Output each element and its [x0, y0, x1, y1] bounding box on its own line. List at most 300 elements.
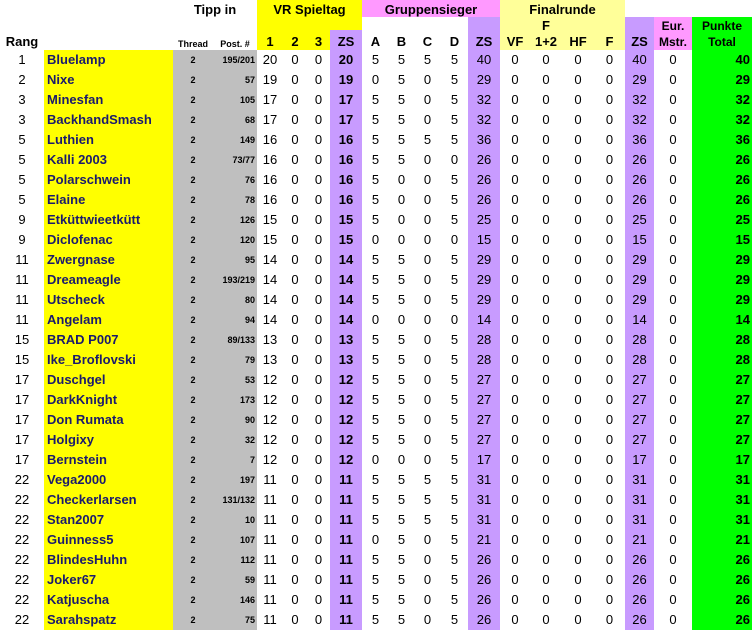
zwischensumme2-cell: 28 [468, 350, 500, 370]
gruppe-a-cell: 5 [371, 152, 380, 167]
header-rang: Rang [5, 34, 39, 49]
gruppe-d-cell: 5 [450, 112, 459, 127]
gruppe-c-cell: 0 [423, 452, 432, 467]
player-name-cell: Vega2000 [44, 470, 173, 490]
europameister-cell: 0 [669, 112, 677, 127]
finale12-cell: 0 [542, 412, 550, 427]
thread-cell: 2 [173, 250, 213, 270]
spieltag1-cell: 13 [262, 352, 278, 367]
gruppe-d-cell: 5 [450, 392, 459, 407]
rank-cell: 5 [18, 172, 26, 187]
viertelfinale-cell: 0 [511, 232, 519, 247]
rank-cell: 3 [18, 112, 26, 127]
gruppe-b-cell: 5 [397, 152, 406, 167]
spieltag1-cell: 17 [262, 92, 278, 107]
post-cell: 89/133 [213, 330, 257, 350]
punkte-total-cell: 31 [692, 490, 752, 510]
header-b: B [396, 34, 407, 49]
spieltag2-cell: 0 [291, 532, 299, 547]
zwischensumme2-cell: 26 [468, 170, 500, 190]
finale12-cell: 0 [542, 492, 550, 507]
finale12-cell: 0 [542, 332, 550, 347]
finale-cell: 0 [605, 332, 614, 347]
punkte-total-cell: 27 [692, 390, 752, 410]
rank-cell: 9 [18, 212, 26, 227]
gruppe-a-cell: 5 [371, 132, 380, 147]
thread-cell: 2 [173, 390, 213, 410]
gruppe-b-cell: 0 [397, 232, 406, 247]
gruppe-d-cell: 5 [450, 172, 459, 187]
halbfinale-cell: 0 [574, 572, 582, 587]
spieltag3-cell: 0 [314, 312, 323, 327]
post-cell: 95 [213, 250, 257, 270]
gruppe-c-cell: 5 [423, 132, 432, 147]
spieltag3-cell: 0 [314, 472, 323, 487]
spieltag2-cell: 0 [291, 452, 299, 467]
zwischensumme2-cell: 31 [468, 490, 500, 510]
gruppe-d-cell: 5 [450, 52, 459, 67]
europameister-cell: 0 [669, 312, 677, 327]
punkte-total-cell: 32 [692, 90, 752, 110]
rank-cell: 5 [18, 152, 26, 167]
spieltag2-cell: 0 [291, 432, 299, 447]
header-f: F [605, 34, 614, 49]
gruppe-a-cell: 5 [371, 612, 380, 627]
finale-cell: 0 [605, 452, 614, 467]
gruppe-b-cell: 0 [397, 452, 406, 467]
europameister-cell: 0 [669, 392, 677, 407]
rank-cell: 22 [14, 492, 30, 507]
gruppe-b-cell: 5 [397, 52, 406, 67]
punkte-total-cell: 26 [692, 150, 752, 170]
finale-cell: 0 [605, 572, 614, 587]
player-name-cell: BackhandSmash [44, 110, 173, 130]
spieltag1-cell: 11 [263, 552, 277, 567]
spieltag2-cell: 0 [291, 512, 299, 527]
gruppe-c-cell: 0 [423, 72, 432, 87]
viertelfinale-cell: 0 [511, 572, 519, 587]
spieltag2-cell: 0 [291, 52, 299, 67]
spieltag1-cell: 11 [263, 532, 277, 547]
europameister-cell: 0 [669, 572, 677, 587]
europameister-cell: 0 [669, 412, 677, 427]
zwischensumme1-cell: 16 [330, 170, 362, 190]
finale-cell: 0 [605, 172, 614, 187]
table-row [0, 110, 752, 130]
thread-cell: 2 [173, 130, 213, 150]
viertelfinale-cell: 0 [511, 172, 519, 187]
gruppe-c-cell: 0 [423, 552, 432, 567]
gruppe-c-cell: 0 [423, 412, 432, 427]
finale-cell: 0 [605, 512, 614, 527]
gruppe-d-cell: 5 [450, 92, 459, 107]
spieltag1-cell: 12 [262, 452, 278, 467]
rank-cell: 11 [15, 312, 29, 327]
gruppe-c-cell: 0 [423, 332, 432, 347]
spieltag1-cell: 14 [262, 312, 278, 327]
spieltag2-cell: 0 [291, 612, 299, 627]
gruppe-a-cell: 5 [371, 332, 380, 347]
table-row [0, 550, 752, 570]
spieltag2-cell: 0 [291, 172, 299, 187]
player-name-cell: Minesfan [44, 90, 173, 110]
gruppe-a-cell: 0 [371, 532, 380, 547]
spieltag1-cell: 11 [263, 512, 277, 527]
zwischensumme3-cell: 26 [625, 550, 654, 570]
rank-cell: 22 [14, 592, 30, 607]
gruppe-c-cell: 0 [423, 572, 432, 587]
europameister-cell: 0 [669, 272, 677, 287]
rank-cell: 15 [14, 332, 30, 347]
spieltag2-cell: 0 [291, 72, 299, 87]
zwischensumme3-cell: 32 [625, 90, 654, 110]
gruppe-a-cell: 5 [371, 192, 380, 207]
gruppe-d-cell: 5 [450, 432, 459, 447]
zwischensumme1-cell: 14 [330, 250, 362, 270]
punkte-total-cell: 27 [692, 430, 752, 450]
header-d: D [449, 34, 460, 49]
header-a: A [370, 34, 381, 49]
gruppe-b-cell: 5 [397, 532, 406, 547]
halbfinale-cell: 0 [574, 232, 582, 247]
rank-cell: 1 [18, 52, 26, 67]
spieltag1-cell: 19 [262, 72, 278, 87]
halbfinale-cell: 0 [574, 332, 582, 347]
finale12-cell: 0 [542, 312, 550, 327]
thread-cell: 2 [173, 570, 213, 590]
post-cell: 107 [213, 530, 257, 550]
spieltag1-cell: 15 [262, 212, 278, 227]
post-cell: 53 [213, 370, 257, 390]
finale12-cell: 0 [542, 292, 550, 307]
thread-cell: 2 [173, 510, 213, 530]
halbfinale-cell: 0 [574, 612, 582, 627]
zwischensumme2-cell: 29 [468, 250, 500, 270]
finale12-cell: 0 [542, 552, 550, 567]
gruppe-d-cell: 5 [450, 552, 459, 567]
thread-cell: 2 [173, 330, 213, 350]
punkte-total-cell: 31 [692, 470, 752, 490]
gruppe-b-cell: 0 [397, 312, 406, 327]
zwischensumme1-cell: 11 [330, 590, 362, 610]
header-sp2: 2 [291, 34, 299, 49]
post-cell: 193/219 [213, 270, 257, 290]
header-hf: HF [569, 34, 587, 49]
spieltag1-cell: 20 [262, 52, 278, 67]
rank-cell: 22 [14, 572, 30, 587]
player-name-cell: Diclofenac [44, 230, 173, 250]
gruppe-a-cell: 5 [371, 352, 380, 367]
zwischensumme1-cell: 17 [330, 110, 362, 130]
header-eur-mstr: Eur. Mstr. [658, 19, 687, 49]
spieltag1-cell: 16 [262, 172, 278, 187]
zwischensumme1-cell: 13 [330, 330, 362, 350]
gruppe-c-cell: 0 [423, 372, 432, 387]
table-row [0, 430, 752, 450]
zwischensumme2-cell: 32 [468, 110, 500, 130]
finale-cell: 0 [605, 432, 614, 447]
spieltag1-cell: 12 [262, 392, 278, 407]
gruppe-a-cell: 0 [371, 232, 380, 247]
zwischensumme2-cell: 15 [468, 230, 500, 250]
spieltag3-cell: 0 [314, 272, 323, 287]
table-row [0, 250, 752, 270]
europameister-cell: 0 [669, 132, 677, 147]
table-row [0, 510, 752, 530]
finale12-cell: 0 [542, 192, 550, 207]
gruppe-d-cell: 5 [450, 572, 459, 587]
rank-cell: 17 [14, 372, 30, 387]
europameister-cell: 0 [669, 332, 677, 347]
gruppe-c-cell: 0 [423, 312, 432, 327]
zwischensumme2-cell: 27 [468, 410, 500, 430]
spieltag1-cell: 13 [262, 332, 278, 347]
table-row [0, 290, 752, 310]
gruppe-a-cell: 5 [371, 432, 380, 447]
spieltag1-cell: 11 [263, 612, 277, 627]
thread-cell: 2 [173, 350, 213, 370]
spieltag3-cell: 0 [314, 512, 323, 527]
player-name-cell: Kalli 2003 [44, 150, 173, 170]
gruppe-b-cell: 5 [397, 132, 406, 147]
halbfinale-cell: 0 [574, 72, 582, 87]
post-cell: 76 [213, 170, 257, 190]
halbfinale-cell: 0 [574, 512, 582, 527]
gruppe-a-cell: 5 [371, 552, 380, 567]
finale12-cell: 0 [542, 572, 550, 587]
halbfinale-cell: 0 [574, 372, 582, 387]
post-cell: 126 [213, 210, 257, 230]
gruppe-d-cell: 0 [450, 152, 459, 167]
punkte-total-cell: 21 [692, 530, 752, 550]
spieltag3-cell: 0 [314, 352, 323, 367]
halbfinale-cell: 0 [574, 492, 582, 507]
gruppe-d-cell: 5 [450, 532, 459, 547]
rank-cell: 5 [18, 132, 26, 147]
player-name-cell: Nixe [44, 70, 173, 90]
player-name-cell: Ike_Broflovski [44, 350, 173, 370]
viertelfinale-cell: 0 [511, 252, 519, 267]
spieltag1-cell: 14 [262, 292, 278, 307]
rank-cell: 11 [15, 292, 29, 307]
thread-cell: 2 [173, 470, 213, 490]
zwischensumme2-cell: 14 [468, 310, 500, 330]
gruppe-a-cell: 5 [371, 392, 380, 407]
spieltag3-cell: 0 [314, 552, 323, 567]
header-vf: VF [506, 34, 524, 49]
gruppe-c-cell: 5 [423, 492, 432, 507]
spieltag2-cell: 0 [291, 372, 299, 387]
player-name-cell: Checkerlarsen [44, 490, 173, 510]
gruppe-b-cell: 5 [397, 112, 406, 127]
halbfinale-cell: 0 [574, 392, 582, 407]
post-cell: 79 [213, 350, 257, 370]
finale12-cell: 0 [542, 432, 550, 447]
spieltag3-cell: 0 [314, 292, 323, 307]
punkte-total-cell: 28 [692, 350, 752, 370]
finale-cell: 0 [605, 472, 614, 487]
spieltag3-cell: 0 [314, 392, 323, 407]
gruppe-c-cell: 0 [423, 252, 432, 267]
viertelfinale-cell: 0 [511, 72, 519, 87]
spieltag3-cell: 0 [314, 172, 323, 187]
table-row [0, 390, 752, 410]
gruppe-b-cell: 5 [397, 412, 406, 427]
zwischensumme3-cell: 40 [625, 50, 654, 70]
thread-cell: 2 [173, 590, 213, 610]
gruppe-b-cell: 0 [397, 192, 406, 207]
punkte-total-cell: 36 [692, 130, 752, 150]
spieltag3-cell: 0 [314, 492, 323, 507]
thread-cell: 2 [173, 410, 213, 430]
zwischensumme1-cell: 15 [330, 210, 362, 230]
player-name-cell: Bernstein [44, 450, 173, 470]
punkte-total-cell: 26 [692, 190, 752, 210]
punkte-total-cell: 27 [692, 410, 752, 430]
punkte-total-cell: 26 [692, 170, 752, 190]
gruppe-c-cell: 0 [423, 592, 432, 607]
zwischensumme3-cell: 28 [625, 350, 654, 370]
europameister-cell: 0 [669, 592, 677, 607]
table-row [0, 50, 752, 70]
thread-cell: 2 [173, 110, 213, 130]
zwischensumme2-cell: 26 [468, 610, 500, 630]
gruppe-b-cell: 5 [397, 552, 406, 567]
europameister-cell: 0 [669, 292, 677, 307]
header-zs3: ZS [631, 34, 648, 49]
gruppe-c-cell: 5 [423, 512, 432, 527]
europameister-cell: 0 [669, 72, 677, 87]
gruppe-c-cell: 0 [423, 392, 432, 407]
gruppe-d-cell: 5 [450, 372, 459, 387]
halbfinale-cell: 0 [574, 52, 582, 67]
punkte-total-cell: 28 [692, 330, 752, 350]
finale-cell: 0 [605, 112, 614, 127]
gruppe-b-cell: 5 [397, 392, 406, 407]
rank-cell: 22 [14, 512, 30, 527]
zwischensumme1-cell: 12 [330, 370, 362, 390]
player-name-cell: Dreameagle [44, 270, 173, 290]
zwischensumme3-cell: 29 [625, 250, 654, 270]
gruppe-c-cell: 0 [423, 352, 432, 367]
punkte-total-cell: 29 [692, 250, 752, 270]
viertelfinale-cell: 0 [511, 192, 519, 207]
gruppe-d-cell: 5 [450, 72, 459, 87]
post-cell: 90 [213, 410, 257, 430]
zwischensumme3-cell: 29 [625, 270, 654, 290]
gruppe-b-cell: 5 [397, 472, 406, 487]
post-cell: 149 [213, 130, 257, 150]
zwischensumme1-cell: 11 [330, 510, 362, 530]
spieltag1-cell: 17 [262, 112, 278, 127]
gruppe-b-cell: 5 [397, 352, 406, 367]
finale12-cell: 0 [542, 472, 550, 487]
rank-cell: 22 [14, 532, 30, 547]
viertelfinale-cell: 0 [511, 372, 519, 387]
gruppe-c-cell: 0 [423, 172, 432, 187]
spieltag2-cell: 0 [291, 252, 299, 267]
player-name-cell: Elaine [44, 190, 173, 210]
halbfinale-cell: 0 [574, 452, 582, 467]
rank-cell: 5 [18, 192, 26, 207]
spieltag2-cell: 0 [291, 332, 299, 347]
rank-cell: 11 [15, 272, 29, 287]
punkte-total-cell: 40 [692, 50, 752, 70]
gruppe-b-cell: 5 [397, 572, 406, 587]
table-row [0, 90, 752, 110]
zwischensumme2-cell: 27 [468, 370, 500, 390]
finale-cell: 0 [605, 492, 614, 507]
europameister-cell: 0 [669, 512, 677, 527]
viertelfinale-cell: 0 [511, 412, 519, 427]
table-row [0, 410, 752, 430]
zwischensumme2-cell: 27 [468, 430, 500, 450]
zwischensumme2-cell: 21 [468, 530, 500, 550]
zwischensumme2-cell: 26 [468, 570, 500, 590]
table-row [0, 370, 752, 390]
europameister-cell: 0 [669, 92, 677, 107]
table-row [0, 230, 752, 250]
zwischensumme1-cell: 11 [330, 610, 362, 630]
punkte-total-cell: 29 [692, 270, 752, 290]
thread-cell: 2 [173, 230, 213, 250]
table-row [0, 150, 752, 170]
gruppe-c-cell: 0 [423, 432, 432, 447]
zwischensumme3-cell: 27 [625, 430, 654, 450]
gruppe-c-cell: 0 [423, 212, 432, 227]
zwischensumme1-cell: 13 [330, 350, 362, 370]
zwischensumme3-cell: 26 [625, 190, 654, 210]
zwischensumme1-cell: 16 [330, 190, 362, 210]
zwischensumme3-cell: 27 [625, 370, 654, 390]
finale-cell: 0 [605, 612, 614, 627]
table-row [0, 130, 752, 150]
player-name-cell: Luthien [44, 130, 173, 150]
gruppe-d-cell: 5 [450, 212, 459, 227]
table-row [0, 470, 752, 490]
spieltag1-cell: 16 [262, 152, 278, 167]
player-name-cell: Katjuscha [44, 590, 173, 610]
europameister-cell: 0 [669, 432, 677, 447]
punkte-total-cell: 29 [692, 290, 752, 310]
zwischensumme3-cell: 27 [625, 410, 654, 430]
post-cell: 173 [213, 390, 257, 410]
spieltag3-cell: 0 [314, 452, 323, 467]
zwischensumme2-cell: 36 [468, 130, 500, 150]
gruppe-b-cell: 0 [397, 212, 406, 227]
gruppe-c-cell: 0 [423, 272, 432, 287]
halbfinale-cell: 0 [574, 272, 582, 287]
finale-cell: 0 [605, 132, 614, 147]
halbfinale-cell: 0 [574, 112, 582, 127]
zwischensumme2-cell: 26 [468, 590, 500, 610]
post-cell: 59 [213, 570, 257, 590]
spieltag3-cell: 0 [314, 232, 323, 247]
gruppe-d-cell: 5 [450, 272, 459, 287]
post-cell: 78 [213, 190, 257, 210]
zwischensumme1-cell: 12 [330, 450, 362, 470]
finale-cell: 0 [605, 592, 614, 607]
finale12-cell: 0 [542, 352, 550, 367]
zwischensumme3-cell: 32 [625, 110, 654, 130]
zwischensumme1-cell: 12 [330, 390, 362, 410]
finale12-cell: 0 [542, 152, 550, 167]
spieltag3-cell: 0 [314, 592, 323, 607]
europameister-cell: 0 [669, 492, 677, 507]
player-name-cell: Stan2007 [44, 510, 173, 530]
table-row [0, 70, 752, 90]
post-cell: 120 [213, 230, 257, 250]
